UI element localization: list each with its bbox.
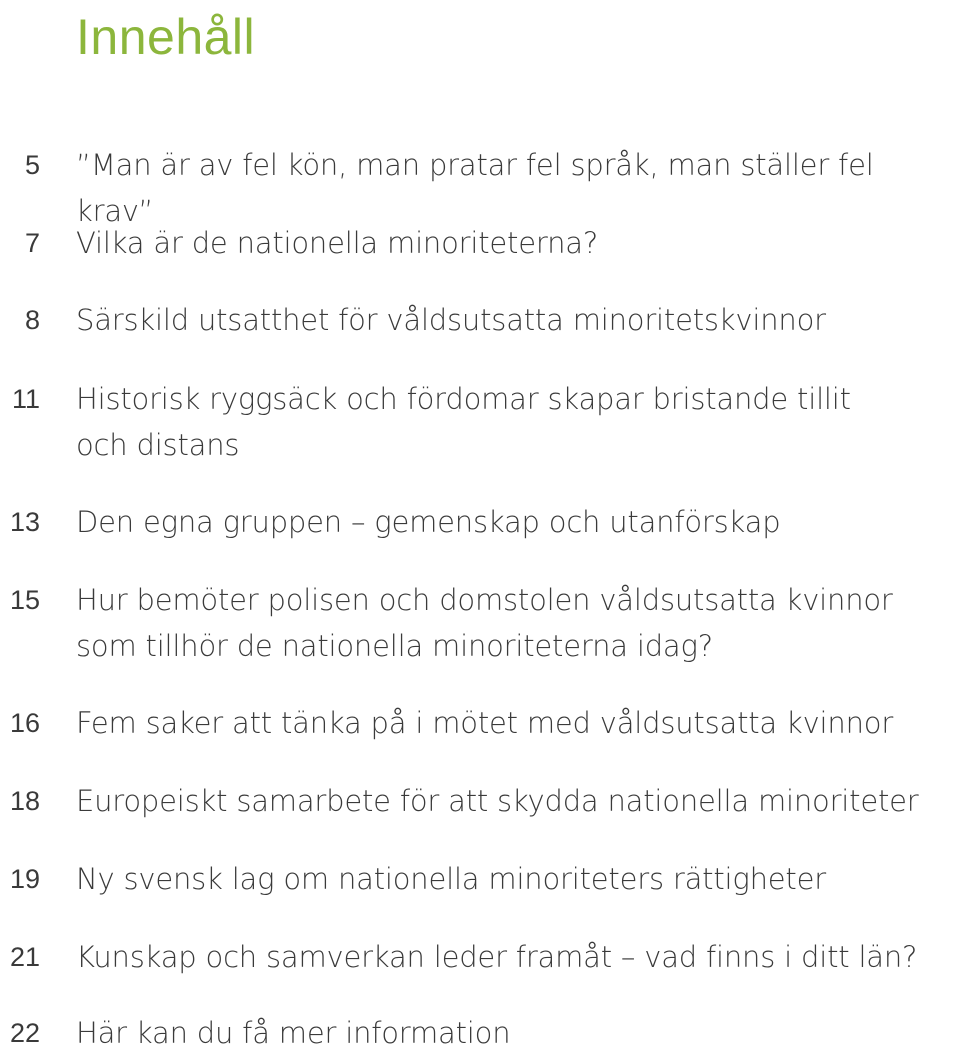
toc-page-number: 21	[9, 942, 40, 972]
toc-page-number: 18	[9, 786, 40, 816]
toc-entry-title: Hur bemöter polisen och domstolen våldsutsatta kvinnor som tillhör de nationella minoriteterna idag?	[76, 583, 893, 663]
toc-entry-title: Europeiskt samarbete för att skydda nationella minoriteter	[76, 784, 919, 818]
toc-entry-title: Vilka är de nationella minoriteterna?	[76, 226, 599, 260]
toc-entry-title: Kunskap och samverkan leder framåt – vad finns i ditt län?	[76, 940, 918, 974]
toc-entry-title: Fem saker att tänka på i mötet med våldsutsatta kvinnor	[76, 706, 894, 740]
toc-page-number: 5	[24, 150, 40, 180]
toc-page-number: 13	[9, 507, 40, 537]
toc-page-number: 7	[24, 228, 40, 258]
toc-page-number: 19	[9, 864, 40, 894]
toc-page-number: 16	[9, 708, 40, 738]
toc-page-number: 22	[9, 1018, 40, 1048]
toc-entry-title: Här kan du få mer information	[76, 1016, 511, 1050]
toc-page-number: 11	[11, 384, 40, 414]
toc-page-number: 15	[9, 585, 40, 615]
toc-entry-title: Den egna gruppen – gemenskap och utanförskap	[76, 505, 781, 539]
toc-entry-title: Särskild utsatthet för våldsutsatta minoritetskvinnor	[76, 303, 826, 337]
toc-entry-title: ”Man är av fel kön, man pratar fel språk, man ställer fel krav”	[76, 148, 874, 228]
toc-page-number: 8	[24, 305, 40, 335]
toc-entry-title: Historisk ryggsäck och fördomar skapar bristande tillit och distans	[76, 382, 851, 462]
page-title: Innehåll	[76, 9, 256, 65]
toc-entry-title: Ny svensk lag om nationella minoriteters rättigheter	[76, 862, 826, 896]
